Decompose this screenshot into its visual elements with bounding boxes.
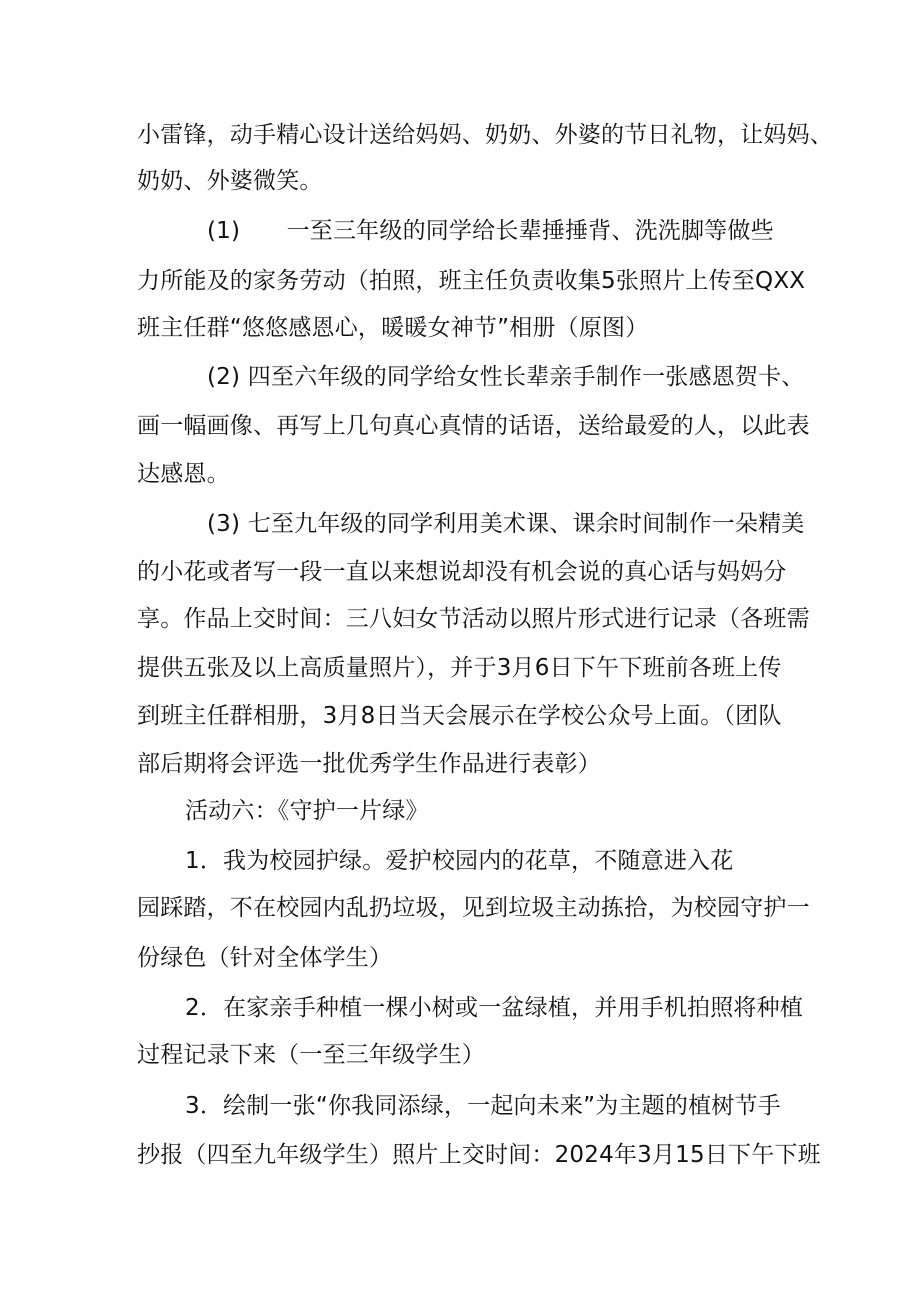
text-line: 享。作品上交时间：三八妇女节活动以照片形式进行记录（各班需: [137, 606, 810, 632]
text-line: 3．绘制一张“你我同添绿，一起向未来”为主题的植树节手: [185, 1093, 781, 1119]
text-line: 画一幅画像、再写上几句真心真情的话语，送给最爱的人，以此表: [137, 413, 810, 439]
text-line: (1) 一至三年级的同学给长辈捶捶背、洗洗脚等做些: [207, 218, 774, 244]
text-line: 部后期将会评选一批优秀学生作品进行表彰）: [137, 751, 601, 777]
text-line: 园踩踏，不在校园内乱扔垃圾，见到垃圾主动拣拾，为校园守护一: [137, 895, 810, 921]
text-line: 过程记录下来（一至三年级学生）: [137, 1042, 485, 1068]
text-line: 1．我为校园护绿。爱护校园内的花草，不随意进入花: [185, 848, 734, 874]
text-line: 抄报（四至九年级学生）照片上交时间：2024年3月15日下午下班: [137, 1142, 821, 1168]
text-line: (2) 四至六年级的同学给女性长辈亲手制作一张感恩贺卡、: [207, 364, 805, 390]
text-line: 到班主任群相册，3月8日当天会展示在学校公众号上面。（团队: [137, 703, 782, 729]
text-line: 达感恩。: [137, 461, 230, 487]
text-line: 2．在家亲手种植一棵小树或一盆绿植，并用手机拍照将种植: [185, 995, 804, 1021]
text-line: 的小花或者写一段一直以来想说却没有机会说的真心话与妈妈分: [137, 559, 787, 585]
section-heading: 活动六：《守护一片绿》: [185, 798, 429, 824]
text-line: 奶奶、外婆微笑。: [137, 168, 323, 194]
text-line: 小雷锋，动手精心设计送给妈妈、奶奶、外婆的节日礼物，让妈妈、: [137, 122, 833, 148]
text-line: (3) 七至九年级的同学利用美术课、课余时间制作一朵精美: [207, 511, 805, 537]
text-line: 提供五张及以上高质量照片），并于3月6日下午下班前各班上传: [137, 655, 782, 681]
text-line: 力所能及的家务劳动（拍照，班主任负责收集5张照片上传至QXX: [137, 268, 806, 294]
text-line: 班主任群“悠悠感恩心，暖暖女神节”相册（原图）: [137, 315, 649, 341]
text-line: 份绿色（针对全体学生）: [137, 945, 393, 971]
